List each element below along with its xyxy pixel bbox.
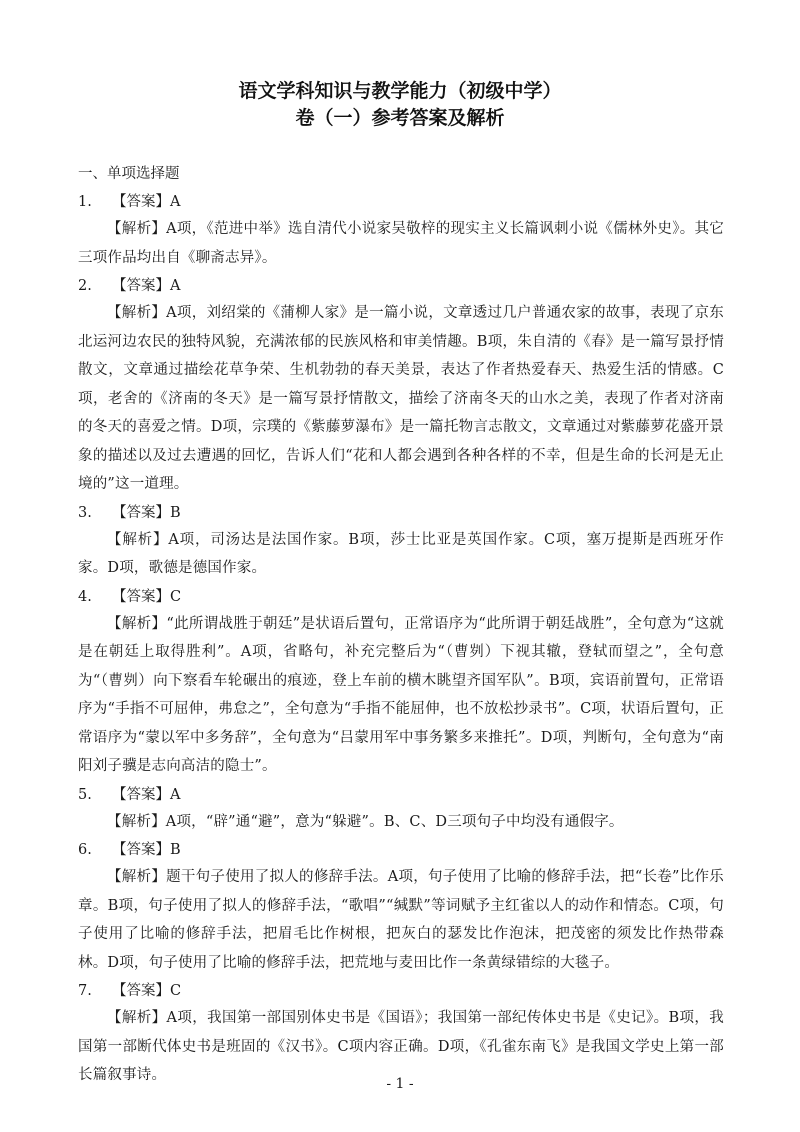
answer-item [78,190,724,272]
answer-text: 【答案】B [112,504,181,521]
section-heading: 一、单项选择题 [78,166,180,182]
explanation-text: 【解析】A项，《范进中举》选自清代小说家吴敬梓的现实主义长篇讽刺小说《儒林外史》。其它三项作品均出自《聊斋志异》。 [78,221,724,266]
item-number: 6. [78,842,92,858]
answer-item [78,838,724,977]
answer-line [78,979,724,1004]
answer-text: 【答案】C [112,588,182,605]
answer-line [78,190,724,215]
answer-line [78,838,724,863]
item-number: 7. [78,983,92,999]
answer-item [78,585,724,781]
item-number: 2. [78,278,92,294]
answer-text: 【答案】C [112,983,182,999]
answer-line [78,501,724,526]
answer-text: 【答案】B [112,842,181,858]
answer-line [78,783,724,808]
item-number: 4. [78,588,92,605]
answer-item [78,979,724,1090]
answer-text: 【答案】A [112,786,181,803]
answer-text: 【答案】A [112,194,181,210]
explanation-text: 【解析】题干句子使用了拟人的修辞手法。A项，句子使用了比喻的修辞手法，把“长卷”比作乐章。B项，句子使用了拟人的修辞手法，“歌唱”“缄默”等词赋予主红雀以人的动作和情态。C项，句子使用了比喻的修辞手法，把眉毛比作树根，把灰白的瑟发比作泡沫，把茂密的须发比作热带森林。D项，句子使用了比喻的修辞手法，把荒地与麦田比作一条黄绿错综的大毯子。 [78,869,724,971]
explanation-text: 【解析】“此所谓战胜于朝廷”是状语后置句，正常语序为“此所谓于朝廷战胜”，全句意为“这就是在朝廷上取得胜利”。A项，省略句，补充完整后为“（曹刿）下视其辙，登轼而望之”，全句意为“（曹刿）向下察看车轮碾出的痕迹，登上车前的横木眺望齐国军队”。B项，宾语前置句，正常语序为“手指不可屈伸，弗怠之”，全句意为“手指不能屈伸，也不放松抄录书”。C项，状语后置句，正常语序为“蒙以军中多务辞”，全句意为“吕蒙用军中事务繁多来推托”。D项，判断句，全句意为“南阳刘子骥是志向高洁的隐士”。 [78,615,724,774]
answer-list [78,190,724,1092]
explanation-text: 【解析】A项，“辟”通“避”，意为“躲避”。B、C、D三项句子中均没有通假字。 [107,813,624,830]
item-number: 5. [78,786,92,803]
answer-item [78,274,724,499]
page-number: - 1 - [386,1076,414,1092]
explanation-text: 【解析】A项，刘绍棠的《蒲柳人家》是一篇小说，文章透过几户普通农家的故事，表现了京东北运河边农民的独特风貌，充满浓郁的民族风格和审美情趣。B项，朱自清的《春》是一篇写景抒情散文，文章通过描绘花草争荣、生机勃勃的春天美景，表达了作者热爱春天、热爱生活的情感。C项，老舍的《济南的冬天》是一篇写景抒情散文，描绘了济南冬天的山水之美，表现了作者对济南的冬天的喜爱之情。D项，宗璞的《紫藤萝瀑布》是一篇托物言志散文，文章通过对紫藤萝花盛开景象的描述以及过去遭遇的回忆，告诉人们“花和人都会遇到各种各样的不幸，但是生命的长河是无止境的”这一道理。 [78,305,724,492]
document-subtitle: 卷（一）参考答案及解析 [295,107,505,129]
answer-text: 【答案】A [112,278,181,294]
item-number: 1. [78,194,92,210]
item-number: 3. [78,504,92,521]
explanation-text: 【解析】A项，我国第一部国别体史书是《国语》；我国第一部纪传体史书是《史记》。B项，我国第一部断代体史书是班固的《汉书》。C项内容正确。D项，《孔雀东南飞》是我国文学史上第一部长篇叙事诗。 [78,1010,724,1083]
explanation-text: 【解析】A项，司汤达是法国作家。B项，莎士比亚是英国作家。C项，塞万提斯是西班牙作家。D项，歌德是德国作家。 [78,531,724,576]
document-title: 语文学科知识与教学能力（初级中学） [238,80,562,102]
answer-item [78,783,724,837]
answer-item [78,501,724,583]
answer-line [78,585,724,610]
answer-line [78,274,724,299]
